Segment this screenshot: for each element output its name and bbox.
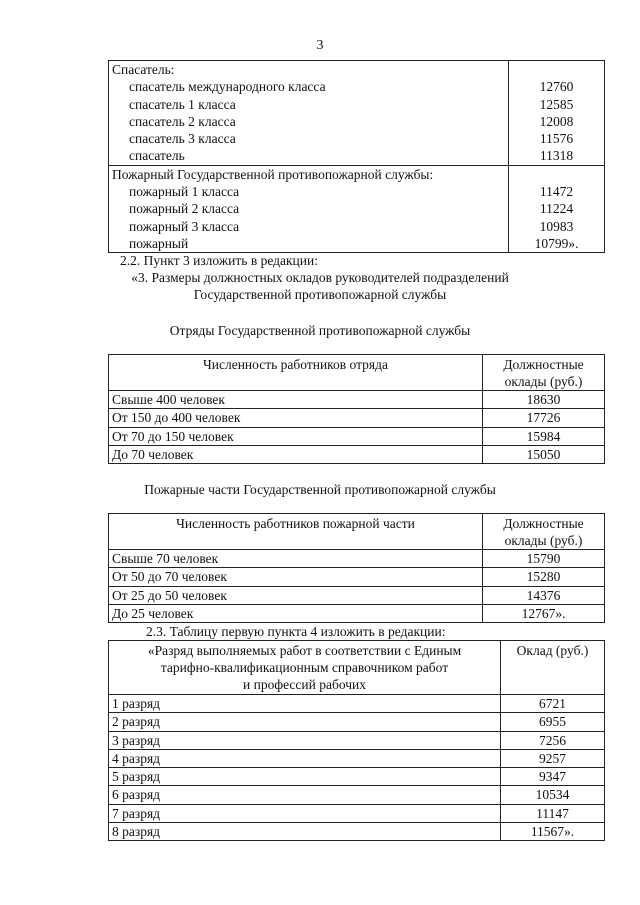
header-line: тарифно-квалификационным справочником работ — [160, 660, 449, 675]
row-label: спасатель международного класса — [109, 78, 509, 95]
row-label: 3 разряд — [109, 731, 501, 749]
table-row — [109, 695, 605, 713]
row-value: 9347 — [501, 768, 605, 786]
section-3-heading-line1: «3. Размеры должностных окладов руководителей подразделений — [131, 270, 509, 285]
row-label: 4 разряд — [109, 749, 501, 767]
row-label: пожарный — [109, 235, 509, 253]
table-row — [109, 235, 605, 253]
detachment-salary-table — [108, 354, 605, 464]
table-row — [109, 568, 605, 586]
fire-unit-salary-table — [108, 513, 605, 623]
row-value: 10799». — [509, 235, 605, 253]
column-header — [483, 514, 605, 550]
row-label: До 70 человек — [109, 445, 483, 463]
paragraph-2-3: 2.3. Таблицу первую пункта 4 изложить в редакции: — [146, 624, 446, 639]
section-3-heading-line2: Государственной противопожарной службы — [193, 287, 447, 302]
row-value: 15050 — [483, 445, 605, 463]
table-row — [109, 147, 605, 165]
row-value: 9257 — [501, 749, 605, 767]
table-row — [109, 550, 605, 568]
row-value: 12760 — [509, 78, 605, 95]
row-label: спасатель 3 класса — [109, 130, 509, 147]
row-label: 1 разряд — [109, 695, 501, 713]
grade-salary-table — [108, 640, 605, 841]
table-row — [109, 445, 605, 463]
row-label: пожарный 1 класса — [109, 183, 509, 200]
row-value: 11567». — [501, 823, 605, 841]
table-row — [109, 823, 605, 841]
header-line: Должностные — [503, 357, 584, 372]
table-row — [109, 768, 605, 786]
table-row — [109, 586, 605, 604]
row-value: 6955 — [501, 713, 605, 731]
paragraph-2-2: 2.2. Пункт 3 изложить в редакции: — [120, 253, 318, 268]
table-header-row — [109, 355, 605, 391]
page-number: 3 — [316, 38, 324, 53]
column-header: Оклад (руб.) — [501, 641, 605, 695]
table-row — [109, 78, 605, 95]
column-header — [483, 355, 605, 391]
table-header-row — [109, 514, 605, 550]
header-line: «Разряд выполняемых работ в соответствии с Единым — [147, 643, 462, 658]
row-label: Свыше 400 человек — [109, 391, 483, 409]
row-value: 11224 — [509, 200, 605, 217]
row-label: От 70 до 150 человек — [109, 427, 483, 445]
table-row — [109, 804, 605, 822]
row-value: 10983 — [509, 218, 605, 235]
table-row — [109, 96, 605, 113]
header-line: оклады (руб.) — [504, 374, 583, 389]
row-value: 15280 — [483, 568, 605, 586]
row-label: спасатель 2 класса — [109, 113, 509, 130]
table-row — [109, 409, 605, 427]
row-label: От 50 до 70 человек — [109, 568, 483, 586]
table-row — [109, 130, 605, 147]
row-value: 18630 — [483, 391, 605, 409]
row-label: От 25 до 50 человек — [109, 586, 483, 604]
row-value: 11147 — [501, 804, 605, 822]
table-row — [109, 391, 605, 409]
row-value: 6721 — [501, 695, 605, 713]
row-value: 12767». — [483, 604, 605, 622]
row-value: 7256 — [501, 731, 605, 749]
row-value: 12008 — [509, 113, 605, 130]
table-row — [109, 218, 605, 235]
row-value: 11472 — [509, 183, 605, 200]
table-row — [109, 427, 605, 445]
table-row — [109, 113, 605, 130]
row-label: 8 разряд — [109, 823, 501, 841]
row-label: 7 разряд — [109, 804, 501, 822]
group-title: Спасатель: — [109, 61, 509, 79]
row-value: 14376 — [483, 586, 605, 604]
table-row — [109, 713, 605, 731]
header-line: и профессий рабочих — [243, 677, 366, 692]
row-value: 17726 — [483, 409, 605, 427]
table-header-row — [109, 641, 605, 695]
row-value: 11576 — [509, 130, 605, 147]
row-value: 10534 — [501, 786, 605, 804]
table-row — [109, 749, 605, 767]
column-header: Численность работников отряда — [109, 355, 483, 391]
table-row — [109, 200, 605, 217]
table-row — [109, 183, 605, 200]
group-title: Пожарный Государственной противопожарной службы: — [109, 165, 509, 183]
row-value: 15790 — [483, 550, 605, 568]
column-header — [109, 641, 501, 695]
table-row — [109, 604, 605, 622]
row-label: 5 разряд — [109, 768, 501, 786]
table-row — [109, 786, 605, 804]
row-value: 11318 — [509, 147, 605, 165]
rescuer-salary-table — [108, 60, 605, 253]
row-label: До 25 человек — [109, 604, 483, 622]
row-label: пожарный 3 класса — [109, 218, 509, 235]
header-line: оклады (руб.) — [504, 533, 583, 548]
header-line: Должностные — [503, 516, 584, 531]
row-label: 2 разряд — [109, 713, 501, 731]
subheading-detachments: Отряды Государственной противопожарной службы — [169, 323, 471, 338]
subheading-fire-units: Пожарные части Государственной противопожарной службы — [144, 482, 496, 497]
row-value: 12585 — [509, 96, 605, 113]
row-label: От 150 до 400 человек — [109, 409, 483, 427]
table-group-header — [109, 165, 605, 183]
row-label: Свыше 70 человек — [109, 550, 483, 568]
row-label: спасатель 1 класса — [109, 96, 509, 113]
row-value: 15984 — [483, 427, 605, 445]
column-header: Численность работников пожарной части — [109, 514, 483, 550]
row-label: пожарный 2 класса — [109, 200, 509, 217]
table-group-header — [109, 61, 605, 79]
row-label: спасатель — [109, 147, 509, 165]
table-row — [109, 731, 605, 749]
row-label: 6 разряд — [109, 786, 501, 804]
